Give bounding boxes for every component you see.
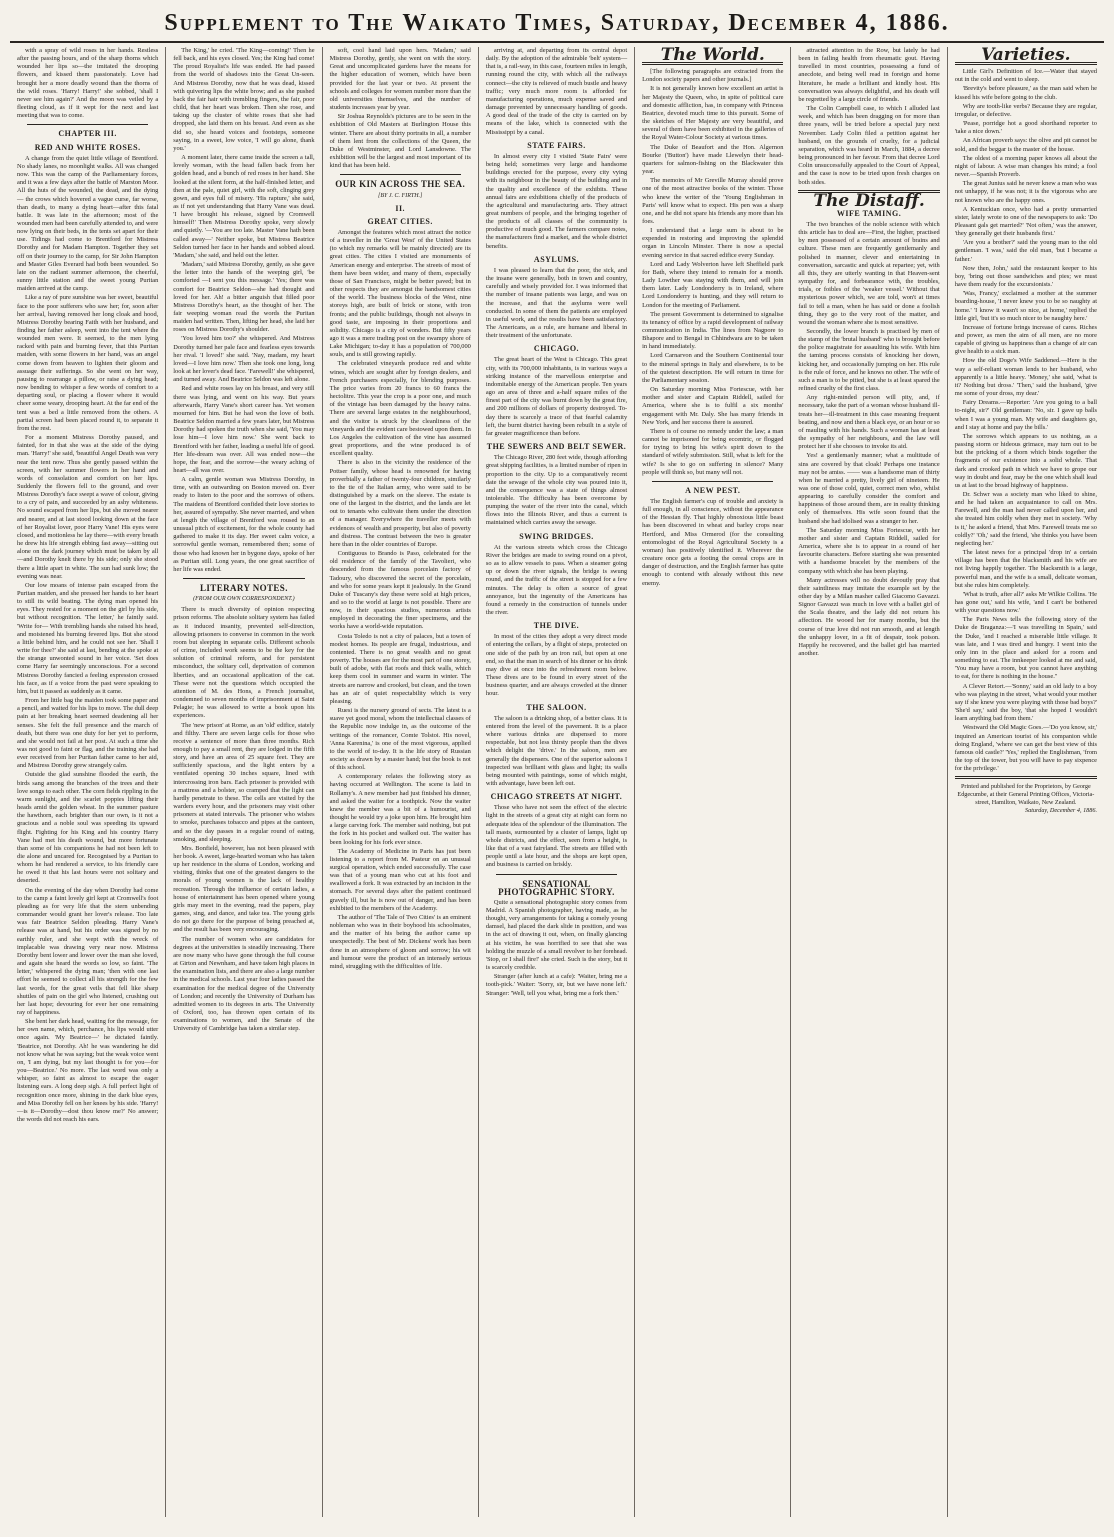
subheading: CHICAGO STREETS AT NIGHT. bbox=[490, 792, 623, 802]
variety-item: 'Was, Francy,' exclaimed a mother at the summer boarding-house, 'I never knew you to be so naughty at home.' 'I know it wasn't so nice, at home,' replied the little girl, 'but it's so much nicer to be naughty here.' bbox=[954, 290, 1097, 322]
columns bbox=[10, 47, 1104, 1517]
story-paragraph: She bent her dark head, waiting for the message, for her own name, which, perchance, his lips would utter once again. 'My Beatrice—' he dictated faintly. 'Beatrice, not Dorothy. Ah! he was wandering he did not know what he was saying; but the weak voice went on, 'I am dying, but my last thought is for you—for you—Beatrice.' No more. The last word was only a whisper, so faint as almost to escape the eager listening ears. A long deep sigh. A full perfect light of recognition once more, shining in the dark blue eyes, and Miss Dorothy fell on her knees by his side. 'Harry!—is it—Dorothy—dost thou know me?' No answer; the words did not reach his ears. bbox=[17, 1018, 159, 1123]
section-title-the-world: The World. bbox=[660, 47, 765, 65]
article-paragraph: It is not generally known how excellent an artist is her Majesty the Queen, who, in spite of political care and domestic affliction, has, in company with Princess Beatrice, devoted much time to this pursuit. Some of the sketches of Her Majesty are very beautiful, and several of them have been exhibited in the galleries of the Royal Water-Colour Society at various times. bbox=[642, 85, 784, 142]
column-4 bbox=[479, 47, 635, 1517]
article-paragraph: The great heart of the West is Chicago. This great city, with its 700,000 inhabitants, is in various ways a striking instance of the marvellous enterprise and indomitable energy of the American people. Ten years ago an area of three and a-half square miles of the finest part of the city was burnt down by the great fire, and 200 millions of dollars of property destroyed. To-day there is scarcely a trace of that fearful calamity left, the burnt district having been rebuilt in a style of far greater magnificence than before. bbox=[485, 356, 628, 437]
divider bbox=[955, 776, 1097, 779]
variety-item: Little Girl's Definition of Ice.—Water that stayed out in the cold and went to sleep. bbox=[954, 68, 1097, 84]
column-3 bbox=[323, 47, 479, 1517]
section-title-the-distaff: The Distaff. bbox=[813, 190, 925, 211]
variety-item: How the old Doge's Wife Saddened.—Here is the way a self-reliant woman lends to her husband, who apparently is a little heavy. 'Money,' she said, 'what is it? Nothing but dross.' 'Then,' said the husband, 'give me some of your dross, my dear.' bbox=[954, 357, 1097, 398]
story-paragraph: A calm, gentle woman was Mistress Dorothy, in time, with an outwarding on Boston moved on. Ever ready to listen to the poor and the sorrows of others. The maidens of Brentford confided their love stories to her, assured of sympathy. She never married, and when at length the village of Brentford was roused to an unusual pitch of excitement, for the whole county had gathered to make it its day. Her sweet calm voice, a sorrowful gentle woman, remembered then; some of those who had known her in bygone days, spoke of her as Puritan still. Long years, the one great sacrifice of her life was ended. bbox=[173, 476, 315, 573]
column-6 bbox=[791, 47, 947, 1517]
article-paragraph: The Duke of Beaufort and the Hon. Algernon Bourke ('Button') have made Llewelyn their head-quarters for salmon-fishing on the Blackwater this year. bbox=[642, 143, 784, 176]
story-paragraph: 'You loved him too?' she whispered. And Mistress Dorothy turned her pale face and fearless eyes towards her rival. 'I loved!' she said. 'Nay, madam, my heart loved—I love him now.' Then she took one long, long look at her lover's dead face. 'Farewell!' she whispered, and turned away. And Beatrice Seldon was left alone. bbox=[173, 335, 315, 384]
story-paragraph: A moment later, there came inside the screen a tall, lovely woman, with the head fallen back from her golden head, and a bunch of red roses in her hand. She looked at the silent form, at the half-finished letter, and then at the pale, quiet girl, with the soft, clinging grey gown, and eyes full of misery. 'His rapture,' she said, as if not yet understanding that Harry Vane was dead. 'I have brought his release, signed by Cromwell himself!' Then Mistress Dorothy spoke, very slowly and quietly. '—You are too late. Master Vane hath been called away—' Neither spoke, but Mistress Beatrice Seldon turned her face in her hands and sobbed aloud. 'Madam,' she said, and held out the letter. bbox=[173, 154, 315, 259]
article-paragraph: There is also in the vicinity the residence of the Pottser family, whose head is renowned for having proverbially a father of twenty-four children, similarly to the tie of the Italian army, who were said to be distinguished by a mark on the sleeve. The estate is one of the largest in the district, and the lands are let out to tenants who cultivate them under the direction of a manager. Everywhere the traveller meets with evidences of wealth and prosperity, but also of poverty and distress. The contrast between the two is greater here than in the older countries of Europe. bbox=[329, 459, 471, 548]
chapter-heading: CHAPTER III. bbox=[58, 129, 117, 139]
variety-item: Increase of fortune brings increase of cares. Riches and power, as men the aim of all men, are no more capable of giving us happiness than a change of air can give health to a sick man. bbox=[954, 323, 1097, 356]
section-heading-our-kin: OUR KIN ACROSS THE SEA. bbox=[335, 179, 466, 190]
variety-item: Fairy Dreams.—Reporter: 'Are you going to a ball to-night, sir?' Old gentleman: 'No, sir. I gave up balls when I was a young man. My wife and daughters go, and I stay at home and pay the bills.' bbox=[954, 399, 1097, 431]
subheading: ASYLUMS. bbox=[533, 254, 580, 264]
subheading: THE DIVE. bbox=[533, 621, 580, 631]
article-paragraph: The 'new prison' at Rome, as an 'old' edifice, stately and filthy. There are seven large cells for those who receive a sentence of more than three months. Rich enough to pay a small rent, they are lodged in the fifth story, and have an area of 25 square feet. They are sufficiently spacious, and the light enters by a ventilated opening 30 inches square, lined with intercrossing iron bars. Each prisoner is provided with a mattress and a bolster, so cramped that the light can hardly penetrate to these. The cells are visited by the warders every hour, and the prisoners may visit other prisoners at stated intervals. The prisoner who wishes to smoke, purchases tobacco and pipes at the canteen, and so the day passes in a regular round of eating, smoking, and sleeping. bbox=[173, 721, 315, 843]
story-paragraph: Red and white roses lay on his breast, and very still there was lying, and went on his way. But years afterwards, Harry Vane's short career has. Yet women mourned for him. But he had won the love of both. Beatrice Seldon married a few years later, but Mistress Dorothy had spoken the truth when she said, 'You may lose him—I love him now.' She went back to Brentford with her father, leading a useful life of good. Her life-dream was over. All was ended now—the hope, the fear, and the sorrow—the weary aching of heart—all was over. bbox=[173, 385, 315, 474]
subheading: SWING BRIDGES. bbox=[519, 531, 594, 541]
article-paragraph: The celebrated vineyards produce red and white wines, which are sought after by foreign dealers, and French purchasers especially, for blending purposes. The price varies from 20 francs to 60 francs the hectolitre. This year the crop is a poor one, and much of the vintage has been damaged by the heavy rains. There are several large estates in the neighbourhood, and the visitor is struck by the cleanliness of the vineyards and the evident care bestowed upon them. In Los Angeles the cultivation of the vine has assumed great proportions, and the wine produced is of excellent quality. bbox=[329, 360, 471, 458]
article-paragraph: Lord and Lady Wolverton have left Sheffield park for Bath, where they intend to remain for a month. Lady Lowther was staying with them, and will join them later. Lady Londonderry is in Ireland, where Lord Londonderry is hunting, and they will return to London for the meeting of Parliament. bbox=[642, 260, 784, 309]
article-paragraph: Secondly, the lower branch is practised by men of the stamp of the 'brutal husband' who is brought before the police magistrate for assaulting his wife. With him the taming process consists of knocking her down, kicking her, and occasionally jumping on her. His rule is the rule of force, and he knows no other. The wife of such a man is to be pitied, but she is at least spared the refined cruelty of the first class. bbox=[798, 328, 940, 393]
article-paragraph: soft, cool hand laid upon hers. 'Madam,' said Mistress Dorothy, gently, she went on with the story. Great and uncomplicated gardens have the means for the higher education of women, which have been provided for the last year or two. At present the schools and colleges for women number more than the old universities themselves, and the number of students increases year by year. bbox=[329, 47, 471, 112]
article-paragraph: Sir Joshua Reynolds's pictures are to be seen in the exhibition of Old Masters at Burlington House this winter. There are about thirty portraits in all, a number of them lent from the collections of the Queen, the Duke of Westminster, and Lord Lansdowne. The exhibition will be the largest and most important of its kind that has been held. bbox=[329, 113, 471, 170]
imprint-text: Printed and published for the Proprietors, by George Edgecumbe, at their General Printing Offices, Victoria-street, Hamilton, Waikato, New Zealand. bbox=[957, 783, 1095, 807]
subheading: THE SEWERS AND BELT SEWER. bbox=[486, 442, 627, 452]
article-paragraph: The present Government is determined to signalise its tenancy of office by a rapid development of railway communication in India. The lines from Nagpore to Bhapore and to Bengal in Chhindwara are to be taken in hand immediately. bbox=[642, 310, 784, 351]
variety-item: Why are tooth-like verbs? Because they are regular, irregular, or defective. bbox=[954, 102, 1097, 118]
article-paragraph: Those who have not seen the effect of the electric light in the streets of a great city at night can form no adequate idea of the splendour of the illumination. The tall masts, surmounted by a cluster of lamps, light up whole districts, and the effect, seen from a height, is like that of a vast fairyland. The streets are filled with people until a late hour, and the shops are kept open, and business is carried on briskly. bbox=[485, 804, 628, 869]
article-paragraph: Contiguous to Brando is Paso, celebrated for the old residence of the family of the Tavolieri, who descended from the famous porcelain factory of Tadoury, who discovered the secret of the porcelain, and who for some years kept it jealously. In the Grand Duke of Tuscany's day these were sold at high prices, and so to the world at large is not possible. There are now, in their spacious studios, numerous artists employed in decorating the finer specimens, and the works have a world-wide reputation. bbox=[329, 550, 471, 631]
article-paragraph: The Academy of Medicine in Paris has just been listening to a report from M. Pasteur on an unusual surgical operation, which ended successfully. The case was that of a young man who cut at his foot and swallowed a fork. It was extracted by an incision in the stomach. For several days after the patient continued gravely ill, but he is now out of danger, and has been exhibited to the members of the Academy. bbox=[329, 847, 471, 912]
article-paragraph: The English farmer's cup of trouble and anxiety is full enough, in all conscience, without the appearance of the Hessian fly. That highly obnoxious little beast has been discovered in wheat and barley crops near Hertford, and Miss Ormerod (for the consulting entomologist of the Royal Agricultural Society is a woman) has positively identified it. Wherever the creature once gets a footing the cereal crops are in danger of destruction, and the English farmer has quite enough to contend with already without this new enemy. bbox=[642, 497, 784, 587]
variety-item: The sorrows which appears to us nothing, as a passing storm or hideous grimace, may turn out to be but the pricking of a thorn which binds together the fragments of our existence into a solid whole. That dark and crooked path in which we have to grope our way in doubt and fear, may be the one which shall lead us at last to the broad highway of happiness. bbox=[954, 432, 1097, 489]
imprint-date: Saturday, December 4, 1886. bbox=[1025, 807, 1097, 815]
variety-item: 'What is truth, after all?' asks Mr Wilkie Collins. 'He has gone out,' said his wife, 'and I can't be bothered with your questions now.' bbox=[954, 590, 1097, 615]
article-paragraph: Any right-minded person will pity, and, if necessary, take the part of a woman whose husband ill-treats her—ill-treatment in this case meaning frequent beating, and now and then a black eye, or an hour or so of mauling with his hands. Such a woman has at least the sympathy of her neighbours, and the law will protect her if she chooses to invoke its aid. bbox=[798, 394, 940, 451]
article-paragraph: The author of 'The Tale of Two Cities' is an eminent nobleman who was in their boyhood his schoolmates, and the matter of his being the author came up unexpectedly. The best of Mr. Dickens' work has been done in an atmosphere of gloom and sorrow; his wit and humour were the product of an intensely serious mind, struggling with the difficulties of life. bbox=[329, 913, 471, 970]
story-paragraph: 'Madam,' said Mistress Dorothy, gently, as she gave the letter into the hands of the weeping girl, 'be comforted —I sent you this message.' Yes; there was comfort for Beatrice Seldon—she had thought and loved for her. Ah! a bitter anguish that filled poor Mistress Dorothy's heart, as the thought of her. The fair weeping woman read the words the Puritan maiden had written. Then, lifting her head, she laid her roses on Mistress Dorothy's shoulder. bbox=[173, 261, 315, 334]
section-heading-new-pest: A NEW PEST. bbox=[685, 485, 741, 495]
subheading: THE SALOON. bbox=[526, 702, 587, 712]
variety-item: The great Junius said he never knew a man who was not unhappy, if he was not; it is the vigorous who are not known who are the happy ones. bbox=[954, 180, 1097, 204]
divider bbox=[183, 578, 304, 579]
article-paragraph: Quite a sensational photographic story comes from Madrid. A Spanish photographer, having made, as he thought, very arrangements for taking a comely young damsel, had placed the dark slide in position, and was in the act of drawing it out, when, on finally glancing at his victim, he was horrified to see that she was holding the muzzle of a small revolver to her forehead. 'Stop, or I shall fire!' she cried. Such is the story, but it is scarcely credible. bbox=[485, 898, 628, 972]
article-paragraph: The Saturday morning Miss Fortescue, with her mother and sister and Captain Riddell, sailed for America, where she is to appear in a round of her favourite characters. Before starting she was presented with a handsome bracelet by the members of the company with which she has been playing. bbox=[798, 526, 940, 575]
section-heading-literary-notes: LITERARY NOTES. bbox=[199, 583, 288, 593]
article-paragraph: The number of women who are candidates for degrees at the universities is steadily increasing. There are now many who have gone through the full course at Girton and Newnham, and have taken high places in the examination lists, and there are also a large number in the medical schools. Last year four ladies passed the examination for the medical degree of the University of London; and recently the University of Durham has admitted women to its degrees in arts. The University of Oxford, too, has thrown open certain of its examinations to women, and the Senate of the University of Cambridge has taken a similar step. bbox=[173, 935, 315, 1033]
variety-item: The oldest of a morning paper knows all about the night of labour. A wise man changes his mind; a fool never.—Spanish Proverb. bbox=[954, 154, 1097, 179]
divider bbox=[340, 174, 461, 175]
column-7 bbox=[948, 47, 1104, 1517]
article-paragraph: At the various streets which cross the Chicago River the bridges are made to swing round on a pivot, so as to allow vessels to pass. When a steamer going up or down the river signals, the bridge is swung round, and the traffic of the street is stopped for a few minutes. The delay is often a source of great annoyance, but the ingenuity of the Americans has found a remedy in the construction of tunnels under the river. bbox=[485, 543, 628, 616]
article-paragraph: In most of the cities they adopt a very direct mode of entering the cellars, by a flight of steps, protected on one side of the path by an iron rail, but open at one end, so that the man in search of his dinner or his drink may dive at once into the refreshment room below. These dives are to be found in every street of the business quarter, and are always crowded at the dinner hour. bbox=[485, 633, 628, 698]
article-paragraph: The memoirs of Mr Greville Murray should prove one of the most attractive books of the winter. Those who knew the writer of the 'Young Englishman in Paris' will know what to expect. His pen was a sharp one, and he did not spare his friends any more than his foes. bbox=[642, 177, 784, 225]
article-paragraph: On Saturday morning Miss Fortescue, with her mother and sister and Captain Riddell, sailed for America, where she is to fulfil a six months' engagement with Mr. Daly. She has many friends in New York, and her success there is assured. bbox=[642, 386, 784, 426]
story-paragraph: For a moment Mistress Dorothy paused, and fainted, for in that she was at the side of the dying man. 'Harry!' she said, 'beautiful Angel Death was very near the tent now. Thus she gently passed within the screen, with her summer flowers in her hand and words of consolation and comfort on her lips. Suddenly the flowers fell to the ground, and over Mistress Dorothy's face swept a wave of colour, giving to a cry of pain, and succeeded by an ashy whiteness. No sound escaped from her lips, but she moved nearer and nearer, and at last stood looking down at the face of her Royalist lover, poor Harry Vane! His eyes were closed, and motionless he lay there—with every breath he drew his life strength ebbing fast away—sitting out alone on the dark journey which must be taken by all—and Dorothy knelt there by his side; only she stood there a little apart in white. The sun had sunk low; the evening was near. bbox=[17, 434, 159, 580]
article-paragraph: Ruesi is the nursery ground of sects. The latest is a suave yet good moral, whom the intellectual classes of the Republic now indulge in, as the outcome of the writings of the romancer, Comte Tolstoi. His novel, 'Anna Karenina,' is one of the most vigorous, applied to the world of to-day. It is the life story of Russian society as drawn by a master hand; but the book is not of this school. bbox=[329, 707, 471, 772]
article-paragraph: The saloon is a drinking shop, of a better class. It is entered from the level of the pavement. It is a place where various drinks are dispensed to more respectable, but not less thirsty people than the dives which delight the 'drive.' In the saloon, men are generally the dispensers. One of the superior saloons I inspected was brilliant with glass and light; its walls being mounted with paintings, some of which might, with advantage, have been left out. bbox=[485, 714, 628, 787]
part-title: GREAT CITIES. bbox=[367, 216, 433, 226]
divider bbox=[652, 481, 773, 482]
column-1 bbox=[10, 47, 166, 1517]
article-paragraph: The Chicago River, 280 feet wide, though affording great shipping facilities, is a limited number of ripen in proportion to the city. Up to a comparatively recent date the sewage of the whole city was poured into it, and the consequence was a state of things almost intolerable. The difficulty has been overcome by pumping the water of the river into the canal, which flows into the Illinois River, and thus a current is maintained which carries away the sewage. bbox=[485, 454, 628, 527]
article-paragraph: Many actresses will no doubt devoutly pray that their saintliness may imitate the example set by the other day by a Milan masher called Giacomo Gavazzi. Signor Gavazzi was much in love with a ballet girl of the Scala theatre, and the lady did not return his affection. He wooed her for many months, but the course of true love did not run smooth, and at length the unhappy lover, in a fit of despair, took poison. Happily he recovered, and the ballet girl has married another. bbox=[798, 576, 940, 658]
story-paragraph: with a spray of wild roses in her hands. Restless after the passing hours, and of the sharp thorns which wounded her lips so—the imitated the drooping flowers, and kissed them passionately. Love had brought her a more deadly wound than the thorns of the wild roses. 'Harry! Harry!' she sobbed, 'shall I never see him again?' And the moon was veiled by a fleeting cloud, as if it wept for the next and last meeting that was to come. bbox=[17, 47, 159, 120]
article-paragraph: I was pleased to learn that the poor, the sick, and the insane were generally, both in town and country, carefully and wisely provided for. I was informed that the number of insane patients was large, and was on the increase, and that the asylums were well conducted. In some of them the patients are employed in useful work, and the results have been satisfactory. The Americans, as a rule, are humane and liberal in their treatment of the unfortunate. bbox=[485, 266, 628, 340]
story-paragraph: From her little bag the maiden took some paper and a pencil, and waited for his lips to move. The dull deep pain at her breaking heart seemed deadening all her senses. She felt the full presence and the march of death, but there was one duty for her yet to perform, and she would not fail at her post. At such a time she was not good to faint or flag, and the training she had ever received from her Puritan father came to her aid, and Mistress Dorothy grew strangely calm. bbox=[17, 697, 159, 770]
article-paragraph: I understand that a large sum is about to be expended in restoring and improving the splendid organ in Lincoln Minster. There is now a special evening service in that sacred edifice every Sunday. bbox=[642, 227, 784, 259]
section-intro: [The following paragraphs are extracted from the London society papers and other journals.] bbox=[642, 68, 784, 84]
article-paragraph: The two branches of the noble science with which this article has to deal are—First, the higher, practised by men possessed of a certain amount of brains and culture. These men are frequently gentlemanly and polished in manner, clever and entertaining in conversation, sarcastic and quick at repartee; yet, with all this, they are utterly wanting in that Heaven-sent sympathy for, and forbearance with, the troubles, trials, or foibles of the 'weaker vessel.' Without that mysterious power which, we are told, won't at times fail to tell a man, when he has said or done a foolish thing, they go to the very root of the matter, and wound the woman where she is most sensitive. bbox=[798, 220, 940, 326]
variety-item: The Paris News tells the following story of the Duke de Braganza:—'I was travelling in Spain,' said the Duke, 'and I reached a miserable little village. It was late, and I was tired and hungry. I went into the only inn in the place and asked for a room and something to eat. The innkeeper looked at me and said, 'You may have a room, but you cannot have anything to eat, for there is nothing in the house.'' bbox=[954, 616, 1097, 681]
section-byline: [BY J. C. FIRTH.] bbox=[378, 192, 423, 199]
variety-item: 'Brevity's before pleasure,' as the man said when he kissed his wife before going to the club. bbox=[954, 85, 1097, 101]
story-paragraph: Like a ray of pure sunshine was her sweet, beautiful face to the poor sufferers who saw her; for, soon after her arrival, having removed her long cloak and hood, Mistress Dorothy bearing Faith with her husband, and finding her father asleep, went into the tent where the wounded men were. It seemed, to the men lying racked with pain and burning fever, that this Puritan maiden, with some flowers in her hand, was an angel come down from heaven to lighten their gloom and assuage their sufferings. So she went on her way, pausing to rearrange a pillow, or raise a dying head; now bending to whisper a few words of comfort to a departing soul, or placing a flower where it would cheer some weary, drooping heart. At the far end of the tent was a bed a little removed from the others. A partial screen had been placed round it, to separate it from the rest. bbox=[17, 294, 159, 432]
variety-item: An African proverb says: the olive and pit cannot be sold, and the beggar is the master of the house. bbox=[954, 137, 1097, 153]
variety-item: Westward the Old Magic Goes.—'Do you know, sir,' inquired an American tourist of his companion while doing England, 'where we can get the best view of this famous old castle?' 'Yes,' replied the Englishman, 'from the top of the tower, but you will have to pay sixpence for the privilege.' bbox=[954, 724, 1097, 773]
section-title-varieties: Varieties. bbox=[981, 47, 1071, 65]
article-paragraph: Amongst the features which most attract the notice of a traveller in the 'Great West' of the United States (to which my remarks will be mainly directed) are its great cities. The cities I visited are monuments of American energy and enterprise. The streets of most of them have been wider, and many of them, especially those of San Francisco, might be better paved; but in other respects they are amongst the handsomest cities of the world. The business blocks of the West, nine storeys high, are built of brick or stone, with iron fronts; and the public buildings, though not always in good taste, are imposing in their proportions and solidity. Chicago is a city of wonders. But fifty years ago it was a mere trading post on the swampy shore of Lake Michigan; to-day it has a population of 700,000 souls, and is still growing rapidly. bbox=[329, 228, 471, 359]
chapter-title: RED AND WHITE ROSES. bbox=[34, 142, 141, 152]
subheading: CHICAGO. bbox=[533, 344, 580, 354]
variety-item: 'Pease, porridge hot a good shorthand reporter to 'take a nice down.' bbox=[954, 120, 1097, 136]
story-paragraph: The King,' he cried. 'The King—coming!' Then he fell back, and his eyes closed. Yes; the King had come! The proud Royalist's life was ended. He had passed from the world of shadows into the Great Un-seen. And Mistress Dorothy, now that he was dead, kissed with quivering lips the white brow; and as she pushed back the fair hair with trembling fingers, the fair, poor child, that her heart was broken. Then she rose, and taking up the cluster of white roses that she had dropped, she laid them on his breast. And even as she did so, she heard voices and footsteps, someone saying, in a sweet, low voice, 'I will go alone, thank you.' bbox=[173, 47, 315, 152]
article-paragraph: Yes! a gentlemanly manner; what a multitude of sins are covered by that cloak! Perhaps one instance may not be amiss. —— was a handsome man of thirty when he married a pretty, lively girl of nineteen. He was one of those cold, quiet, correct men who, whilst appearing to carefully consider the comfort and happiness of those around them, are in reality thinking only of themselves. His wife soon found that the husband she had idolised was a stranger to her. bbox=[798, 452, 940, 525]
section-subtitle: WIFE TAMING. bbox=[836, 208, 902, 218]
article-paragraph: The Colin Campbell case, to which I alluded last week, and which has been dragging on for more than three years, will be tried before a special jury next November. Lady Colin filed a petition against her husband, on the grounds of cruelty, for a judicial separation, which was heard in March, 1884, a decree being pronounced in her favour. From that decree Lord Colin unsuccessfully appealed to the Court of Appeal, and the case is now to be tried upon fresh charges on both sides. bbox=[798, 105, 940, 186]
article-paragraph: There is much diversity of opinion respecting prison reforms. The absolute solitary system has failed as it induced insanity, prevented self-direction, allowing prisoners to converse in common in the work room but sleeping in separate cells. Different schools of crime, included work seems to be the key for the solution of criminal reform, and for persistent misconduct, the solitary cell, deprivation of common liberties, and an occasional application of the cat. These were not the questions which occupied the attention of M. des Hons, a French journalist, condemned to seven months of imprisonment at Saint Pelagie; he was allowed to write a book upon his experiences. bbox=[173, 606, 315, 720]
article-paragraph: attracted attention in the Row, but lately he had been in failing health from rheumatic gout. Having travelled in most countries, possessing a fund of anecdote, and being well read in foreign and home literature, he made a brilliant and kindly host. His conversation was always delightful, and his death will be regretted by a large circle of friends. bbox=[798, 47, 940, 103]
article-paragraph: There is of course no remedy under the law; a man cannot be imprisoned for being eccentric, or flogged for trying to bring his wife's spirit down to the standard of wifely submission. Still, what is left for the wife? Is she to go on suffering in silence? Many people will think so, but many will not. bbox=[642, 427, 784, 476]
variety-item: Now then, John,' said the restaurant keeper to his boy, 'bring out those sandwiches and pies; we must have them ready for the excursionists.' bbox=[954, 264, 1097, 289]
variety-item: 'Are you a brother?' said the young man to the old gentleman. 'I was,' said the old man, 'but I became a father.' bbox=[954, 239, 1097, 263]
variety-item: A Clever Retort.—'Sonny,' said an old lady to a boy who was playing in the street, 'what would your mother say if she knew you were playing with those bad boys?' 'She'd say,' said the boy, 'that she hoped I wouldn't learn anything bad from them.' bbox=[954, 682, 1097, 723]
printer-imprint bbox=[955, 783, 1097, 815]
story-paragraph: A change from the quiet little village of Brentford. No shady lanes, no moonlight walks. All was changed now. This was the camp of the Parliamentary forces, and it was a few days after the battle of Marston Moor. All the huts of the wounded, the dead, and the dying — the crows which hovered a vague curse, far worse, than death, to many a dying heart—after this fatal battle. It was late in the afternoon; most of the wounded men had been carefully attended to, and were now lying on their beds, in the tents set apart for their use. Tidings had come to Brentford for Mistress Dorothy and for Madam Hampton. Together they set off on their journey to the camp, for Sir John Hampton and Master Giles Everard had both been wounded. So late on the radiant summer afternoon, the cheerful, sunny little station and the sweet young Puritan maiden arrived at the camp. bbox=[17, 154, 159, 293]
article-paragraph: Costa Toledo is not a city of palaces, but a town of modest homes. Its people are frugal, industrious, and contented. There is no great wealth and no great poverty. The houses are for the most part of one storey, built of adobe, with flat roofs and thick walls, which keep them cool in summer and warm in winter. The streets are narrow and crooked, but clean, and the town has an air of quiet respectability which is very pleasing. bbox=[329, 632, 471, 705]
section-byline: (FROM OUR OWN CORRESPONDENT.) bbox=[193, 596, 295, 603]
divider bbox=[496, 874, 617, 875]
story-paragraph: On the evening of the day when Dorothy had come to the camp a faint lovely girl kept at Cromwell's foot pleading as for very life that the stern unbending commander would grant her lover's release. Too late was fair Beatrice Seldon pleading. Harry Vane's release was at hand, but his order was signed by no earthly ruler, and she wept with the wreck of implacable was drawing very near now. Mistress Dorothy bent lower and lower over the man she loved, and again she heard the words so low, so faint. 'The letter,' whispered the dying man; 'then with one last effort he seemed to collect all his strength for the few last words, for the great veils that fell like sharp shuttles of pain on the girl who listened, crushing out her last hope; devouring for ever her one remaining ray of happiness. bbox=[17, 886, 159, 1016]
masthead: Supplement to The Waikato Times, Saturday, December 4, 1886. bbox=[10, 8, 1104, 43]
variety-item: A Kentuckian once, who had a pretty unmarried sister, lately wrote to one of the newspapers to ask: 'Do Pleasant gals get married?' 'Not often,' was the answer, 'they generally get their husbands first.' bbox=[954, 205, 1097, 238]
story-paragraph: Our low moans of intense pain escaped from the Puritan maiden, and she pressed her hands to her heart to still its wild beating. The dying man opened his eyes. They rested for a moment on the girl by his side, but without recognition. 'The letter,' he faintly said. 'Write for— With trembling hands she raised his head, and moistened his burning fevered lips. But she stood a little behind him, and he could not see her. 'Shall I write for thee?' she said at last, bending at the spoke at the strange unwonted sound in her voice. 'Set does come Harry far seemingly unconscious. For a second Mistress Dorothy fancied a feeling expression crossed his face, as if a voice from the past were speaking to him, but it passed as suddenly as it came. bbox=[17, 581, 159, 695]
column-5 bbox=[635, 47, 791, 1517]
article-paragraph: Lord Carnarvon and the Southern Continental tour to the mineral springs in Italy and elsewhere, is to be of the quietest description. He will return in time for the Parliamentary session. bbox=[642, 352, 784, 384]
article-paragraph: A contemporary relates the following story as having occurred at Wellington. The scene is laid in Rollamy's. A new member had just finished his dinner, and asked the waiter for a toothpick. Now the waiter knew the member was a bit of a humourist, and thought he would try a joke upon him. He brought him a large carving fork. The member said nothing, but put the fork in his pocket and walked out. The waiter has been looking for his fork ever since. bbox=[329, 773, 471, 846]
subheading: STATE FAIRS. bbox=[527, 140, 586, 150]
article-paragraph: Mrs. Bonfield, however, has not been pleased with her book. A sweet, large-hearted woman who has taken up her residence in the slums of London, working and visiting, thinks that one of the greatest dangers to the morals of young women is the lack of healthy recreation. Through the influence of certain ladies, a house of entertainment has been opened where young girls may meet in the evening, read the papers, play games, sing, and dance, and take tea. The young girls do not go there for the purpose of being preached at, and the result has been very encouraging. bbox=[173, 844, 315, 934]
article-paragraph: In almost every city I visited 'State Fairs' were being held; sometimes very large and handsome buildings erected for the purpose, every city vying with its neighbour in the beauty of the building and in the quality and excellence of the exhibits. These annual fairs are exhibitions chiefly of the products of the agricultural and manufacturing arts. They attract great numbers of people, and the bringing together of the products of all classes of the community is productive of much good. The farmers compare notes, the manufacturers find a market, and the whole district benefits. bbox=[485, 152, 628, 250]
story-paragraph: Outside the glad sunshine flooded the earth, the birds sang among the branches of the trees and their love songs to each other. The corn fields rippling in the warm sunlight, and the scarlet poppies lifting their heads amid the golden wheat. In the summer pasture the hawthorn, each brighter than our own, is it not a gracious and a noble soul was speeding its upward flight. Fighting for his King and his country Harry Vane had met his death wound, but more fortunate than some of his companions he had not been left to die alone and uncared for. Recognised by a Puritan to whom he had rendered a service, to his friendly care he owed it that his last hours were not solitary and deserted. bbox=[17, 771, 159, 885]
variety-item: The latest news for a principal 'drop in' a certain village has been that the blacksmith and his wife are not living happily together. The blacksmith is a large, powerful man, and the wife is a small, delicate woman, but she rules him completely. bbox=[954, 549, 1097, 589]
column-2 bbox=[166, 47, 322, 1517]
article-paragraph: arriving at, and departing from its central depot daily. By the adoption of the admirable 'belt' system—that is, a rail-way, in this case, fourteen miles in length, running round the city, with which all the railways connect—the city is relieved of much bustle and heavy traffic; very much more room is afforded for manufacturing operations, much expense saved and damage prevented by unnecessary handling of goods. A good deal of the trade of the city is carried on by means of the lake, which is connected with the Mississippi by a canal. bbox=[485, 47, 628, 136]
section-heading-photographic-story: SENSATIONAL PHOTOGRAPHIC STORY. bbox=[498, 878, 615, 897]
article-paragraph: Stranger (after lunch at a cafe): 'Waiter, bring me a tooth-pick.' Waiter: 'Sorry, sir, but we have none left.' Stranger: 'Well, tell you what, bring me a fork then.' bbox=[485, 973, 628, 997]
variety-item: Dr. Schwr was a society man who liked to shine, and he had taken an acquaintance to call on Mrs. Farewell, and the man had never called upon her, and she treated him coldly when they met in society. 'Why is it,' he asked a friend, 'that Mrs. Farewell treats me so coldly?' 'Oh,' said the friend, 'she thinks you have been neglecting her.' bbox=[954, 490, 1097, 547]
divider bbox=[27, 124, 148, 125]
part-number: II. bbox=[395, 203, 406, 213]
